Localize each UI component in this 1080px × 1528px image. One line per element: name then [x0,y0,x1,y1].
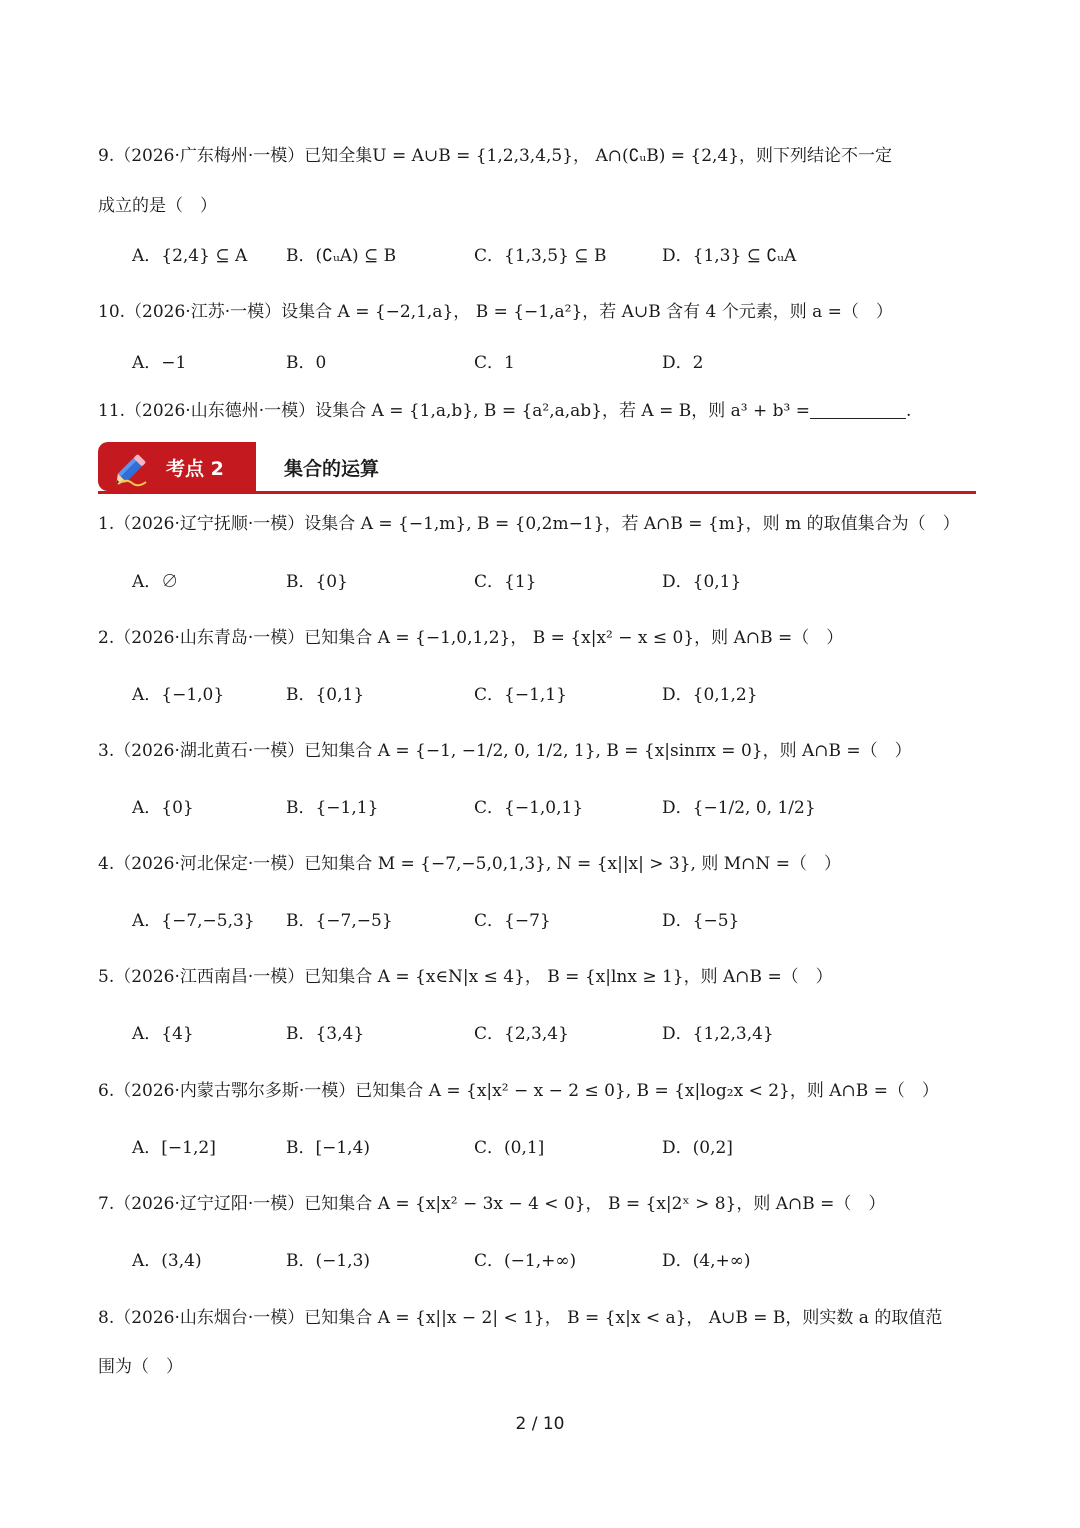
option-d: D．{1,3} ⊆ ∁ᵤA [662,246,797,266]
question-11-text: 11.（2026·山东德州·一模）设集合 A = {1,a,b}, B = {a²,a,ab}，若 A = B，则 a³ + b³ = [98,401,810,421]
option-d: D．(4,+∞) [662,1251,751,1271]
option-c: C．{1,3,5} ⊆ B [474,246,607,266]
option-c: C．{−1,0,1} [474,798,584,818]
pencil-icon [112,448,152,488]
option-c: C．{2,3,4} [474,1024,569,1044]
option-b: B．{3,4} [286,1024,365,1044]
option-b: B．[−1,4) [286,1138,371,1158]
option-b: B．{0} [286,572,348,592]
option-a: A．{4} [132,1024,194,1044]
question-1-options [132,569,1012,595]
page-number: 2 / 10 [515,1414,565,1434]
option-a: A．{2,4} ⊆ A [132,246,248,266]
option-b: B．(∁ᵤA) ⊆ B [286,246,397,266]
option-d: D．(0,2] [662,1138,733,1158]
section-banner [98,442,976,494]
option-b: B．0 [286,353,327,373]
option-c: C．{−7} [474,911,551,931]
question-6-options [132,1135,1012,1161]
option-d: D．{0,1,2} [662,685,758,705]
option-c: C．{1} [474,572,537,592]
banner-underline [98,491,976,494]
option-d: D．2 [662,353,704,373]
option-b: B．{−7,−5} [286,911,393,931]
section-title: 集合的运算 [284,458,380,480]
question-5-options [132,1021,1012,1047]
option-c: C．{−1,1} [474,685,567,705]
option-a: A．{−7,−5,3} [132,911,255,931]
question-9: 9.（2026·广东梅州·一模）已知全集U = A∪B = {1,2,3,4,5}， A∩(∁ᵤB) = {2,4}，则下列结论不一定 [98,146,893,166]
option-a: A．(3,4) [132,1251,202,1271]
question-1: 1.（2026·辽宁抚顺·一模）设集合 A = {−1,m}, B = {0,2m−1}，若 A∩B = {m}，则 m 的取值集合为（ ） [98,514,960,534]
answer-blank [810,418,906,419]
section-label: 考点 2 [166,458,224,480]
option-a: A．{0} [132,798,194,818]
option-d: D．{0,1} [662,572,742,592]
question-9-options [132,243,1012,269]
option-a: A．[−1,2] [132,1138,216,1158]
banner-tab [98,442,256,491]
question-11-end: . [905,401,912,421]
question-8: 8.（2026·山东烟台·一模）已知集合 A = {x||x − 2| < 1}， B = {x|x < a}， A∪B = B，则实数 a 的取值范 [98,1308,943,1328]
question-3: 3.（2026·湖北黄石·一模）已知集合 A = {−1, −1/2, 0, 1/2, 1}, B = {x|sinπx = 0}，则 A∩B =（ ） [98,741,912,761]
option-b: B．{0,1} [286,685,365,705]
question-7: 7.（2026·辽宁辽阳·一模）已知集合 A = {x|x² − 3x − 4 < 0}， B = {x|2ˣ > 8}，则 A∩B =（ ） [98,1194,886,1214]
question-8-continuation: 围为（ ） [98,1357,183,1377]
option-c: C．(0,1] [474,1138,545,1158]
option-d: D．{−5} [662,911,740,931]
question-5: 5.（2026·江西南昌·一模）已知集合 A = {x∈N|x ≤ 4}， B = {x|lnx ≥ 1}，则 A∩B =（ ） [98,967,833,987]
option-a: A．−1 [132,353,187,373]
option-c: C．1 [474,353,515,373]
option-b: B．{−1,1} [286,798,379,818]
option-a: A．∅ [132,572,179,592]
question-9-continuation: 成立的是（ ） [98,196,217,216]
option-c: C．(−1,+∞) [474,1251,577,1271]
option-a: A．{−1,0} [132,685,225,705]
question-11 [98,399,911,423]
question-2: 2.（2026·山东青岛·一模）已知集合 A = {−1,0,1,2}， B = {x|x² − x ≤ 0}，则 A∩B =（ ） [98,628,844,648]
question-4: 4.（2026·河北保定·一模）已知集合 M = {−7,−5,0,1,3}, N = {x||x| > 3}, 则 M∩N =（ ） [98,854,841,874]
option-d: D．{1,2,3,4} [662,1024,774,1044]
question-10-options [132,350,1012,376]
question-2-options [132,682,1012,708]
question-3-options [132,795,1012,821]
question-7-options [132,1248,1012,1274]
question-10: 10.（2026·江苏·一模）设集合 A = {−2,1,a}， B = {−1,a²}，若 A∪B 含有 4 个元素，则 a =（ ） [98,302,893,322]
question-6: 6.（2026·内蒙古鄂尔多斯·一模）已知集合 A = {x|x² − x − 2 ≤ 0}, B = {x|log₂x < 2}，则 A∩B =（ ） [98,1081,939,1101]
option-b: B．(−1,3) [286,1251,371,1271]
question-4-options [132,908,1012,934]
option-d: D．{−1/2, 0, 1/2} [662,798,816,818]
